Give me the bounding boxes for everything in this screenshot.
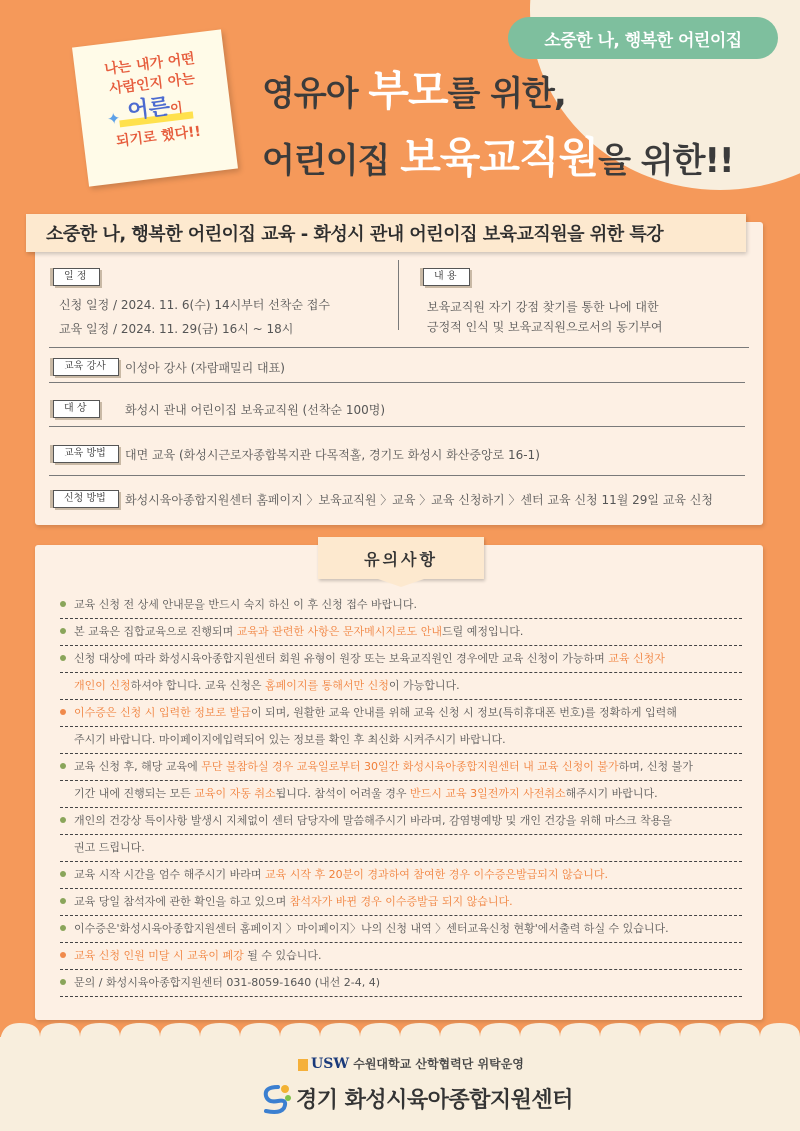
notice-text: 드릴 예정입니다. xyxy=(442,625,524,638)
content-tag: 내 용 xyxy=(423,268,470,286)
bullet-icon xyxy=(60,709,66,715)
title-line-1 xyxy=(262,62,733,123)
bullet-icon xyxy=(60,925,66,931)
notice-item xyxy=(60,700,742,727)
target: 화성시 관내 어린이집 보육교직원 (선착순 100명) xyxy=(125,403,385,417)
method-tag: 교육 방법 xyxy=(53,445,119,463)
notice-item xyxy=(60,646,742,673)
sticker-line-2: 사람인지 아는 xyxy=(108,70,196,98)
method: 대면 교육 (화성시근로자종합복지관 다목적홀, 경기도 화성시 화산중앙로 16-1) xyxy=(125,448,540,462)
operator-line xyxy=(298,1055,524,1072)
notice-text: 기간 내에 진행되는 모든 xyxy=(74,787,195,800)
schedule-edu: 교육 일정 / 2024. 11. 29(금) 16시 ~ 18시 xyxy=(59,322,294,336)
lecturer-tag: 교육 강사 xyxy=(53,358,119,376)
notice-highlight: 교육과 관련한 사항은 문자메시지로도 안내 xyxy=(236,625,443,638)
notice-text: 해주시기 바랍니다. xyxy=(565,787,658,800)
notice-highlight: 교육 시작 후 20분이 경과하여 참여한 경우 이수증은발급되지 않습니다. xyxy=(265,868,608,881)
notice-text: 본 교육은 집합교육으로 진행되며 xyxy=(74,625,237,638)
content-line-2: 긍정적 인식 및 보육교직원으로서의 동기부여 xyxy=(427,320,663,334)
notice-text: 교육 당일 참석자에 관한 확인을 하고 있으며 xyxy=(74,895,290,908)
schedule-apply: 신청 일정 / 2024. 11. 6(수) 14시부터 선착순 접수 xyxy=(59,298,330,312)
divider xyxy=(49,426,745,427)
apply-tag: 신청 방법 xyxy=(53,490,119,508)
brand-pill: 소중한 나, 행복한 어린이집 xyxy=(508,17,778,59)
notice-text: 될 수 있습니다. xyxy=(243,949,322,962)
usw-logo-icon xyxy=(298,1059,308,1071)
notice-text: 하며, 신청 불가 xyxy=(618,760,693,773)
notice-highlight: 무단 불참하실 경우 교육일로부터 30일간 화성시육아종합지원센터 내 교육 신청이 불가 xyxy=(201,760,619,773)
notice-highlight: 참석자가 바뀐 경우 이수증발급 되지 않습니다. xyxy=(289,895,513,908)
bullet-icon xyxy=(60,952,66,958)
main-title xyxy=(262,62,733,190)
notice-highlight: 홈페이지를 통해서만 신청 xyxy=(265,679,389,692)
operator-text: 수원대학교 산학협력단 위탁운영 xyxy=(353,1057,524,1071)
info-card xyxy=(35,222,763,525)
bullet-icon xyxy=(60,763,66,769)
notice-highlight: 반드시 교육 3일전까지 사전취소 xyxy=(410,787,566,800)
title-1-pre: 영유아 xyxy=(262,74,369,114)
notice-highlight: 개인이 신청 xyxy=(74,679,131,692)
target-tag: 대 상 xyxy=(53,400,100,418)
schedule-tag: 일 정 xyxy=(53,268,100,286)
apply-method: 화성시육아종합지원센터 홈페이지 〉보육교직원 〉교육 〉교육 신청하기 〉센터 교육 신청 11월 29일 교육 신청 xyxy=(125,493,713,507)
bullet-icon xyxy=(60,601,66,607)
notice-item xyxy=(60,808,742,835)
notice-text: 교육 시작 시간을 엄수 해주시기 바라며 xyxy=(74,868,265,881)
divider xyxy=(49,475,745,476)
notice-text: 교육 신청 전 상세 안내문을 반드시 숙지 하신 이 후 신청 접수 바랍니다. xyxy=(74,598,417,611)
notice-text: 이수증은'화성시육아종합지원센터 홈페이지 〉마이페이지〉나의 신청 내역 〉센터교육신청 현황'에서출력 하실 수 있습니다. xyxy=(74,922,669,935)
notice-item-cont xyxy=(60,727,742,754)
title-2-post: 을 위한!! xyxy=(598,141,734,181)
notice-highlight: 교육이 자동 취소 xyxy=(194,787,276,800)
notice-highlight: 이수증은 신청 시 입력한 정보로 발급 xyxy=(74,706,251,719)
notice-text: 교육 신청 후, 해당 교육에 xyxy=(74,760,202,773)
bullet-icon xyxy=(60,655,66,661)
notice-text: 개인의 건강상 특이사항 발생시 지체없이 센터 담당자에 말씀해주시기 바라며, 감염병예방 및 개인 건강을 위해 마스크 착용을 xyxy=(74,814,672,827)
notice-text: 하셔야 합니다. 교육 신청은 xyxy=(130,679,266,692)
notice-item-cont xyxy=(60,835,742,862)
notice-item xyxy=(60,754,742,781)
notice-item xyxy=(60,592,742,619)
sticker-line-1: 나는 내가 어떤 xyxy=(103,50,196,78)
notice-text: 권고 드립니다. xyxy=(74,841,145,854)
notice-item xyxy=(60,889,742,916)
bullet-icon xyxy=(60,817,66,823)
notice-contact: 문의 / 화성시육아종합지원센터 031-8059-1640 (내선 2-4, 4) xyxy=(74,976,381,989)
title-2-pre: 어린이집 xyxy=(262,141,401,181)
notice-text: 이 되며, 원활한 교육 안내를 위해 교육 신청 시 정보(특히휴대폰 번호)를 정확하게 입력해 xyxy=(250,706,677,719)
center-logo-icon xyxy=(258,1081,292,1115)
content-line-1: 보육교직원 자기 강점 찾기를 통한 나에 대한 xyxy=(427,300,659,314)
info-card-header: 소중한 나, 행복한 어린이집 교육 - 화성시 관내 어린이집 보육교직원을 위한 특강 xyxy=(26,214,746,252)
bullet-icon xyxy=(60,898,66,904)
notice-highlight: 교육 신청자 xyxy=(608,652,665,665)
usw-logo-text: USW xyxy=(311,1056,350,1072)
star-icon: ✦ xyxy=(105,108,122,129)
notice-text: 주시기 바랍니다. 마이페이지에입력되어 있는 정보를 확인 후 최신화 시켜주시기 바랍니다. xyxy=(74,733,506,746)
center-name: 경기 화성시육아종합지원센터 xyxy=(296,1088,573,1113)
sticker-line-4: 되기로 했다!! xyxy=(115,123,202,150)
notice-item xyxy=(60,943,742,970)
notice-item-cont xyxy=(60,781,742,808)
bullet-icon xyxy=(60,871,66,877)
title-2-big: 보육교직원 xyxy=(400,133,599,182)
bullet-icon xyxy=(60,628,66,634)
lecturer: 이성아 강사 (자람패밀리 대표) xyxy=(125,361,285,375)
divider xyxy=(49,347,749,348)
title-1-post: 를 위한, xyxy=(447,74,566,114)
notice-highlight: 교육 신청 인원 미달 시 교육이 폐강 xyxy=(74,949,244,962)
notice-text: 됩니다. 참석이 어려울 경우 xyxy=(275,787,410,800)
notice-text: 신청 대상에 따라 화성시육아종합지원센터 회원 유형이 원장 또는 보육교직원인 경우에만 교육 신청이 가능하며 xyxy=(74,652,609,665)
divider xyxy=(49,382,745,383)
notice-title: 유의사항 xyxy=(318,537,484,579)
title-1-big: 부모 xyxy=(368,66,448,115)
notice-item xyxy=(60,916,742,943)
sticker-highlight: 어른 xyxy=(126,94,172,125)
notice-item xyxy=(60,619,742,646)
bullet-icon xyxy=(60,979,66,985)
divider-vertical xyxy=(398,260,399,330)
sticker-suffix: 이 xyxy=(169,100,184,118)
notice-item xyxy=(60,862,742,889)
notice-text: 이 가능합니다. xyxy=(388,679,460,692)
notice-item xyxy=(60,970,742,997)
slogan-sticker xyxy=(72,29,238,186)
title-line-2 xyxy=(262,129,733,190)
notice-item-cont xyxy=(60,673,742,700)
